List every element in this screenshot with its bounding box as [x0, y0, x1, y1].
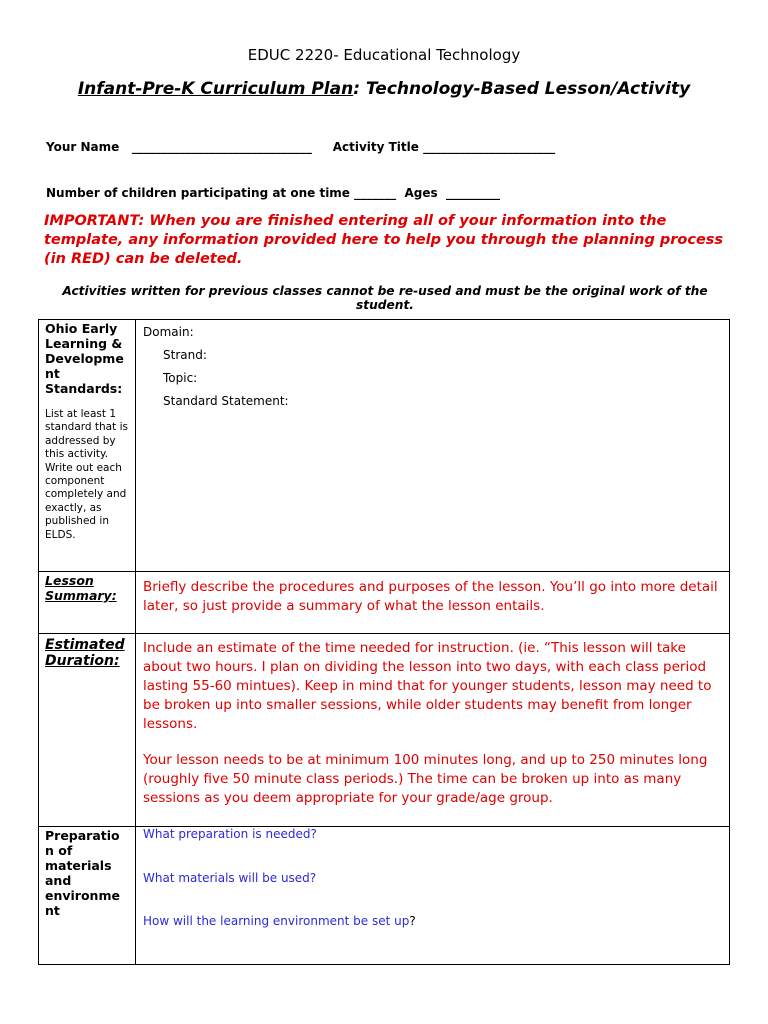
strand-field: Strand:	[163, 348, 207, 362]
preparation-label: Preparatio n of materials and environme nt	[45, 828, 120, 918]
preparation-question: What preparation is needed?	[143, 827, 317, 841]
duration-content-cell[interactable]	[136, 634, 730, 827]
children-count-field[interactable]: _______	[354, 186, 397, 200]
children-count-label: Number of children participating at one time	[46, 186, 350, 200]
summary-content-cell[interactable]	[136, 572, 730, 634]
duration-row	[39, 634, 730, 827]
preparation-label-cell	[39, 827, 136, 965]
ages-field[interactable]: _________	[446, 186, 501, 200]
children-ages-row	[46, 186, 500, 200]
course-heading: EDUC 2220- Educational Technology	[247, 46, 521, 64]
activity-title-label: Activity Title	[332, 140, 419, 154]
name-field[interactable]: ______________________________	[131, 140, 312, 154]
duration-label-cell	[39, 634, 136, 827]
preparation-content-cell[interactable]	[136, 827, 730, 965]
topic-field: Topic:	[163, 371, 198, 385]
duration-requirement: Your lesson needs to be at minimum 100 minutes long, and up to 250 minutes long (roughly five 50 minute class periods.) The time can be broken up into as many sessions as you deem appropriate for your grade/age group.	[143, 752, 708, 806]
summary-label: Lesson Summary:	[45, 573, 117, 603]
title-activity-type: : Technology-Based Lesson/Activity	[353, 79, 691, 99]
domain-field: Domain:	[143, 325, 194, 339]
title-plan-name: Infant-Pre-K Curriculum Plan	[77, 79, 354, 99]
name-label: Your Name	[46, 140, 120, 154]
preparation-row	[39, 827, 730, 965]
ages-label: Ages	[404, 186, 438, 200]
environment-question-text: How will the learning environment be set up	[143, 914, 410, 928]
important-notice: IMPORTANT: When you are finished entering all of your information into the template, any information provided here to help you through the planning process (in RED) can be deleted.	[44, 213, 724, 267]
duration-instructions: Include an estimate of the time needed for instruction. (ie. “This lesson will take about two hours. I plan on dividing the lesson into two days, with each class period lasting 55-60 mintues). Keep in mind that for younger students, lesson may need to be broken up into smaller sessions, while older students may benefit from longer lessons.	[143, 640, 712, 732]
duration-label: Estimated Duration:	[45, 637, 125, 669]
summary-instructions: Briefly describe the procedures and purposes of the lesson. You’ll go into more detail later, so just provide a summary of what the lesson entails.	[143, 579, 718, 614]
standards-content-cell[interactable]	[136, 320, 730, 572]
materials-question: What materials will be used?	[143, 871, 317, 885]
summary-row	[39, 572, 730, 634]
originality-note: Activities written for previous classes cannot be re-used and must be the original work of the student.	[62, 284, 708, 312]
standards-instructions: List at least 1 standard that is addressed by this activity. Write out each component completely and exactly, as published in ELDS.	[45, 408, 128, 541]
document-title	[0, 79, 768, 99]
curriculum-plan-table	[38, 319, 730, 965]
standards-row	[39, 320, 730, 572]
name-activity-row	[46, 140, 555, 154]
standards-label: Ohio Early Learning & Developme nt Standards:	[45, 321, 124, 396]
activity-title-field[interactable]: ______________________	[423, 140, 556, 154]
standard-statement-field: Standard Statement:	[163, 394, 289, 408]
environment-question	[136, 885, 729, 928]
environment-question-mark: ?	[409, 914, 416, 928]
standards-label-cell	[39, 320, 136, 572]
summary-label-cell	[39, 572, 136, 634]
